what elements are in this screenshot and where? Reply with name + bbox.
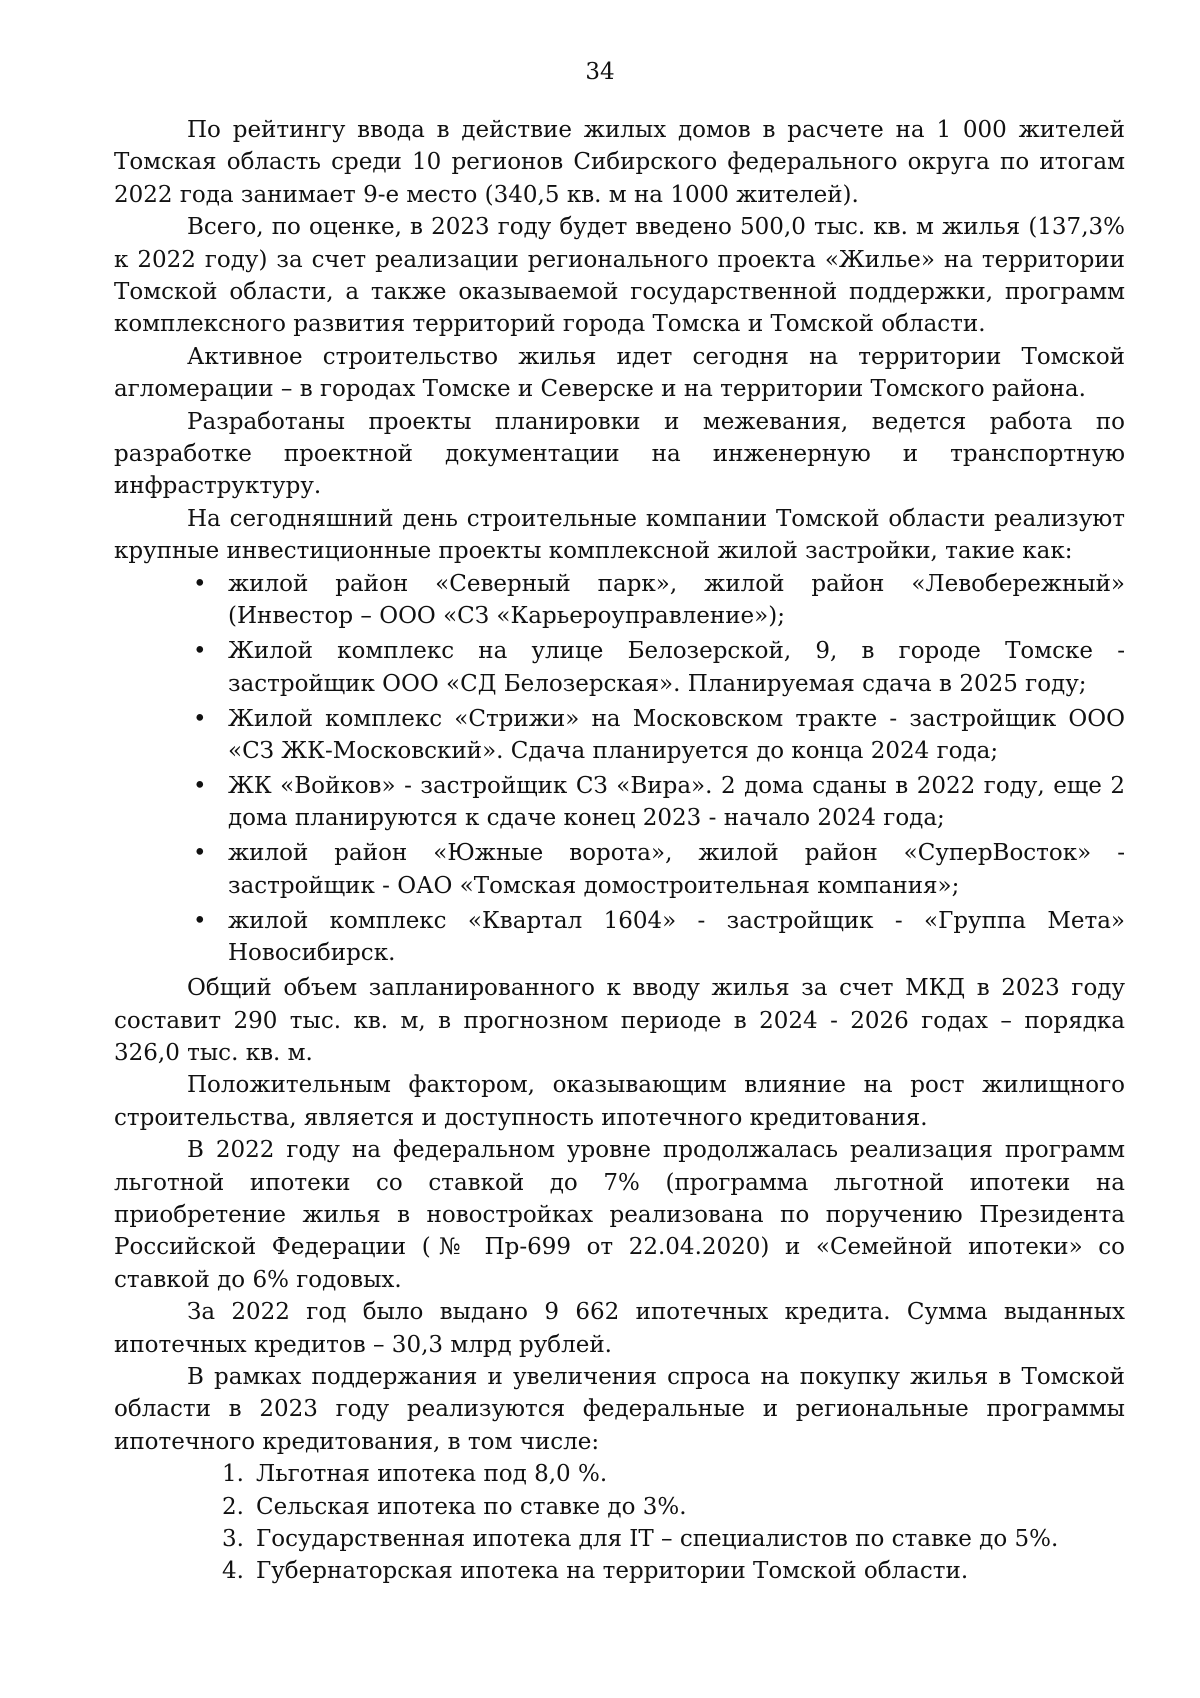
bullet-item: • Жилой комплекс на улице Белозерской, 9, в городе Томске - застройщик ООО «СД Белозерская». Планируемая сдача в 2025 году; bbox=[114, 635, 1125, 700]
item-number: 2. bbox=[222, 1493, 244, 1520]
item-number: 4. bbox=[222, 1558, 244, 1585]
paragraph-mkd-volume: Общий объем запланированного к вводу жилья за счет МКД в 2023 году составит 290 тыс. кв. м, в прогнозном периоде в 2024 - 2026 годах – порядка 326,0 тыс. кв. м. bbox=[114, 975, 1125, 1066]
item-text: Льготная ипотека под 8,0 %. bbox=[256, 1461, 608, 1488]
numbered-item bbox=[114, 1523, 1125, 1555]
paragraph-mortgage-programs: В рамках поддержания и увеличения спроса на покупку жилья в Томской области в 2023 году реализуются федеральные и региональные программы ипотечного кредитования, в том числе: bbox=[114, 1364, 1125, 1455]
paragraph-federal-programs: В 2022 году на федеральном уровне продолжалась реализация программ льготной ипотеки со ставкой до 7% (программа льготной ипотеки на приобретение жилья в новостройках реализована по поручению Президента Российской Федерации (№ Пр-699 от 22.04.2020) и «Семейной ипотеки» со ставкой до 6% годовых. bbox=[114, 1137, 1125, 1293]
paragraph-agglomeration: Активное строительство жилья идет сегодня на территории Томской агломерации – в городах Томске и Северске и на территории Томского района. bbox=[114, 343, 1125, 403]
bullet-item: • жилой комплекс «Квартал 1604» - застройщик - «Группа Мета» Новосибирск. bbox=[114, 905, 1125, 970]
item-text: Сельская ипотека по ставке до 3%. bbox=[256, 1493, 687, 1520]
page-number: 34 bbox=[585, 59, 615, 85]
bullet-item: • жилой район «Северный парк», жилой район «Левобережный» (Инвестор – ООО «СЗ «Карьероуправление»); bbox=[114, 568, 1125, 633]
document-body bbox=[114, 114, 1125, 1588]
numbered-item bbox=[114, 1491, 1125, 1523]
item-text: Губернаторская ипотека на территории Томской области. bbox=[256, 1558, 969, 1585]
paragraph-housing-rating: По рейтингу ввода в действие жилых домов в расчете на 1 000 жителей Томская область среди 10 регионов Сибирского федерального округа по итогам 2022 года занимает 9-е место (340,5 кв. м на 1000 жителей). bbox=[114, 117, 1125, 208]
paragraph-mortgage-stats: За 2022 год было выдано 9 662 ипотечных кредита. Сумма выданных ипотечных кредитов – 30,3 млрд рублей. bbox=[114, 1299, 1125, 1358]
item-number: 3. bbox=[222, 1526, 244, 1553]
numbered-item bbox=[114, 1555, 1125, 1587]
bullet-item: • ЖК «Войков» - застройщик СЗ «Вира». 2 дома сданы в 2022 году, еще 2 дома планируются к сдаче конец 2023 - начало 2024 года; bbox=[114, 770, 1125, 835]
projects-bullet-list bbox=[114, 568, 1125, 970]
paragraph-investment-projects: На сегодняшний день строительные компании Томской области реализуют крупные инвестиционные проекты комплексной жилой застройки, такие как: bbox=[114, 505, 1125, 565]
bullet-item: • Жилой комплекс «Стрижи» на Московском тракте - застройщик ООО «СЗ ЖК-Московский». Сдача планируется до конца 2024 года; bbox=[114, 703, 1125, 768]
mortgage-programs-list bbox=[114, 1458, 1125, 1588]
numbered-item bbox=[114, 1458, 1125, 1490]
paragraph-2023-estimate: Всего, по оценке, в 2023 году будет введено 500,0 тыс. кв. м жилья (137,3% к 2022 году) за счет реализации регионального проекта «Жилье» на территории Томской области, а также оказываемой государственной поддержки, программ комплексного развития территорий города Томска и Томской области. bbox=[114, 214, 1125, 338]
item-text: Государственная ипотека для IT – специалистов по ставке до 5%. bbox=[256, 1526, 1059, 1553]
paragraph-mortgage-factor: Положительным фактором, оказывающим влияние на рост жилищного строительства, является и доступность ипотечного кредитования. bbox=[114, 1072, 1125, 1131]
item-number: 1. bbox=[222, 1461, 244, 1488]
bullet-item: • жилой район «Южные ворота», жилой район «СуперВосток» - застройщик - ОАО «Томская домостроительная компания»; bbox=[114, 837, 1125, 902]
paragraph-planning-projects: Разработаны проекты планировки и межевания, ведется работа по разработке проектной документации на инженерную и транспортную инфраструктуру. bbox=[114, 408, 1125, 500]
